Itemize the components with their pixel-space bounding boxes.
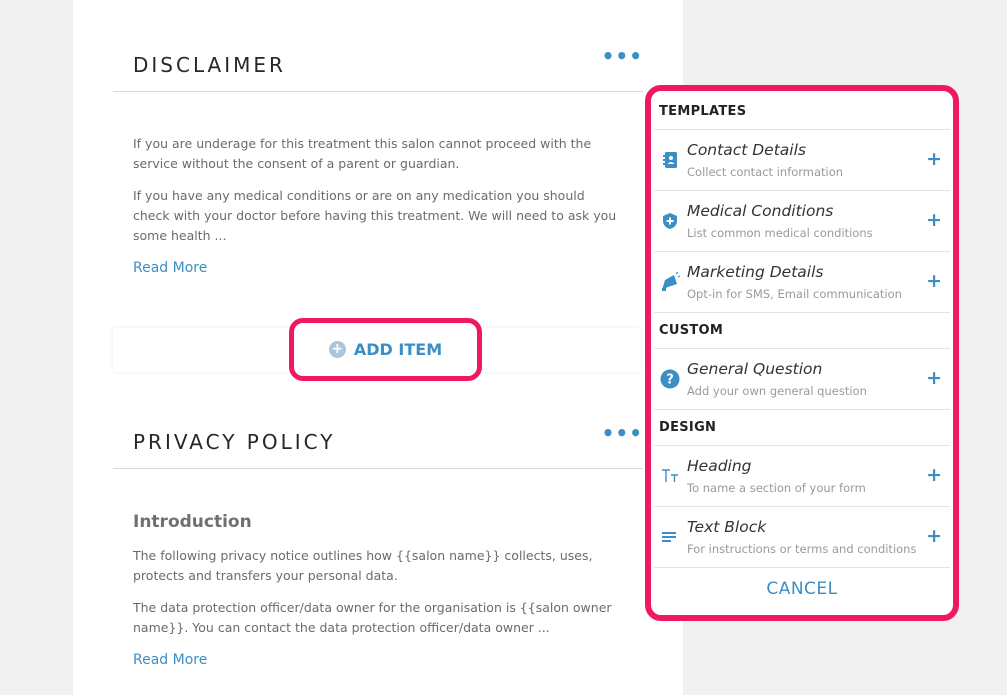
megaphone-icon bbox=[660, 272, 680, 292]
add-plus-icon[interactable]: + bbox=[926, 148, 942, 170]
templates-category-label: TEMPLATES bbox=[654, 94, 950, 130]
add-item-dropdown bbox=[645, 85, 959, 621]
template-desc: List common medical conditions bbox=[687, 226, 873, 240]
add-plus-icon[interactable]: + bbox=[926, 209, 942, 231]
custom-title: General Question bbox=[687, 360, 823, 378]
design-heading[interactable] bbox=[654, 446, 950, 507]
design-title: Text Block bbox=[687, 518, 767, 536]
design-title: Heading bbox=[687, 457, 752, 475]
design-desc: To name a section of your form bbox=[687, 481, 866, 495]
privacy-read-more-link[interactable]: Read More bbox=[133, 652, 208, 668]
custom-general-question[interactable] bbox=[654, 349, 950, 410]
template-marketing-details[interactable] bbox=[654, 252, 950, 313]
disclaimer-header bbox=[113, 0, 643, 92]
template-desc: Collect contact information bbox=[687, 165, 844, 179]
template-medical-conditions[interactable] bbox=[654, 191, 950, 252]
add-item-button[interactable] bbox=[289, 318, 482, 381]
question-circle-icon bbox=[660, 369, 680, 389]
custom-category-label: CUSTOM bbox=[654, 313, 950, 349]
custom-desc: Add your own general question bbox=[687, 384, 867, 398]
privacy-body bbox=[133, 512, 623, 670]
template-desc: Opt-in for SMS, Email communication bbox=[687, 287, 902, 301]
disclaimer-title: DISCLAIMER bbox=[133, 53, 286, 77]
disclaimer-read-more-link[interactable]: Read More bbox=[133, 260, 208, 276]
privacy-more-menu-icon[interactable]: ••• bbox=[601, 421, 643, 445]
add-item-label: ADD ITEM bbox=[353, 340, 443, 359]
design-desc: For instructions or terms and conditions bbox=[687, 542, 917, 556]
disclaimer-paragraph-2: If you have any medical conditions or are on any medication you should check with your doctor before having this treatment. We will need to ask you some health ... bbox=[133, 188, 617, 243]
design-category-label: DESIGN bbox=[654, 410, 950, 446]
svg-text:?: ? bbox=[666, 372, 674, 388]
medical-shield-icon bbox=[660, 211, 680, 231]
disclaimer-more-menu-icon[interactable]: ••• bbox=[601, 44, 643, 68]
template-title: Marketing Details bbox=[687, 263, 824, 281]
add-plus-icon[interactable]: + bbox=[926, 270, 942, 292]
disclaimer-body bbox=[133, 134, 623, 278]
privacy-title: PRIVACY POLICY bbox=[133, 430, 336, 454]
plus-circle-icon: + bbox=[329, 341, 346, 358]
cancel-button[interactable]: CANCEL bbox=[766, 579, 838, 599]
privacy-paragraph-2: The data protection officer/data owner for the organisation is {{salon owner name}}. You can contact the data protection officer/data owner ... bbox=[133, 600, 612, 635]
privacy-paragraph-1: The following privacy notice outlines how {{salon name}} collects, uses, protects and transfers your personal data. bbox=[133, 548, 593, 583]
privacy-intro-heading: Introduction bbox=[133, 512, 252, 532]
template-title: Contact Details bbox=[687, 141, 806, 159]
add-plus-icon[interactable]: + bbox=[926, 367, 942, 389]
contact-book-icon bbox=[660, 150, 680, 170]
disclaimer-paragraph-1: If you are underage for this treatment this salon cannot proceed with the service without the consent of a parent or guardian. bbox=[133, 136, 592, 171]
privacy-header bbox=[113, 377, 643, 469]
template-contact-details[interactable] bbox=[654, 130, 950, 191]
text-size-icon bbox=[660, 466, 680, 486]
add-plus-icon[interactable]: + bbox=[926, 525, 942, 547]
template-title: Medical Conditions bbox=[687, 202, 834, 220]
design-text-block[interactable] bbox=[654, 507, 950, 568]
add-plus-icon[interactable]: + bbox=[926, 464, 942, 486]
text-lines-icon bbox=[660, 527, 680, 547]
